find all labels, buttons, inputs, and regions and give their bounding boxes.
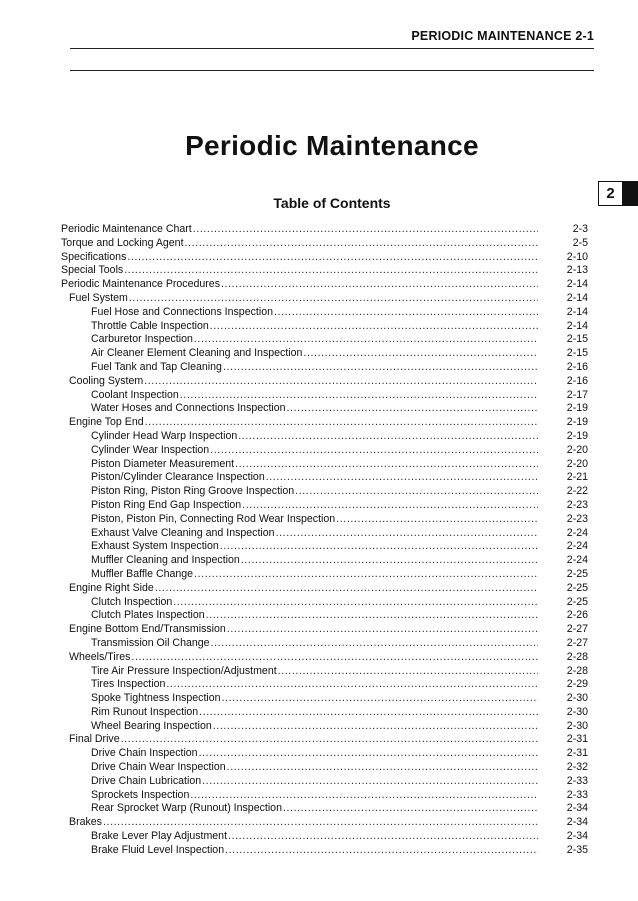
dot-leader [173, 596, 538, 610]
toc-entry-page: 2-14 [566, 305, 588, 318]
toc-entry[interactable] [61, 554, 588, 568]
dot-leader [129, 292, 538, 306]
table-of-contents [61, 223, 588, 858]
toc-entry[interactable] [61, 458, 588, 472]
toc-entry-page: 2-34 [566, 802, 588, 815]
toc-entry-label: Piston Ring, Piston Ring Groove Inspection [91, 485, 295, 498]
toc-entry-page: 2-15 [566, 347, 588, 360]
toc-entry[interactable] [61, 720, 588, 734]
dot-leader [166, 678, 538, 692]
toc-entry[interactable] [61, 333, 588, 347]
dot-leader [145, 416, 538, 430]
toc-entry-label: Tire Air Pressure Inspection/Adjustment [91, 664, 277, 677]
toc-entry-page: 2-35 [566, 843, 588, 856]
toc-entry-page: 2-33 [566, 788, 588, 801]
dot-leader [278, 665, 538, 679]
toc-entry[interactable] [61, 733, 588, 747]
toc-entry-page: 2-14 [566, 291, 588, 304]
toc-entry-page: 2-31 [566, 747, 588, 760]
toc-entry-label: Water Hoses and Connections Inspection [91, 402, 286, 415]
toc-entry[interactable] [61, 596, 588, 610]
toc-entry-page: 2-5 [572, 236, 588, 249]
toc-entry[interactable] [61, 706, 588, 720]
toc-entry[interactable] [61, 527, 588, 541]
toc-entry-page: 2-15 [566, 333, 588, 346]
toc-heading: Table of Contents [273, 195, 391, 211]
toc-entry[interactable] [61, 444, 588, 458]
dot-leader [210, 444, 538, 458]
toc-entry-page: 2-20 [566, 457, 588, 470]
dot-leader [190, 789, 538, 803]
toc-entry-page: 2-20 [566, 443, 588, 456]
toc-entry-page: 2-24 [566, 526, 588, 539]
toc-entry[interactable] [61, 513, 588, 527]
toc-entry-label: Exhaust System Inspection [91, 540, 219, 553]
toc-entry-label: Wheels/Tires [69, 650, 131, 663]
toc-entry-label: Brakes [69, 816, 102, 829]
dot-leader [199, 747, 538, 761]
toc-entry[interactable] [61, 692, 588, 706]
dot-leader [238, 430, 538, 444]
toc-entry-page: 2-25 [566, 595, 588, 608]
header-rule-bottom [70, 70, 594, 71]
toc-entry[interactable] [61, 499, 588, 513]
toc-entry[interactable] [61, 582, 588, 596]
toc-entry-page: 2-13 [566, 264, 588, 277]
toc-entry[interactable] [61, 471, 588, 485]
toc-entry[interactable] [61, 665, 588, 679]
toc-entry-label: Engine Top End [69, 416, 144, 429]
toc-entry[interactable] [61, 347, 588, 361]
dot-leader [194, 333, 538, 347]
toc-entry-label: Periodic Maintenance Procedures [61, 278, 220, 291]
toc-entry-page: 2-19 [566, 429, 588, 442]
toc-entry-label: Piston Ring End Gap Inspection [91, 498, 242, 511]
toc-entry-page: 2-23 [566, 498, 588, 511]
toc-entry-label: Coolant Inspection [91, 388, 179, 401]
toc-entry-label: Brake Fluid Level Inspection [91, 843, 225, 856]
toc-entry-label: Fuel Tank and Tap Cleaning [91, 360, 222, 373]
toc-entry-page: 2-34 [566, 830, 588, 843]
dot-leader [223, 361, 538, 375]
toc-entry-page: 2-31 [566, 733, 588, 746]
toc-entry-label: Throttle Cable Inspection [91, 319, 209, 332]
toc-entry-page: 2-24 [566, 554, 588, 567]
toc-entry-label: Piston/Cylinder Clearance Inspection [91, 471, 265, 484]
dot-leader [124, 264, 538, 278]
dot-leader [227, 623, 538, 637]
toc-entry-label: Muffler Baffle Change [91, 567, 194, 580]
toc-entry-page: 2-16 [566, 374, 588, 387]
toc-entry-page: 2-19 [566, 416, 588, 429]
dot-leader [180, 389, 538, 403]
toc-entry[interactable] [61, 485, 588, 499]
toc-entry-page: 2-10 [566, 250, 588, 263]
toc-entry-page: 2-22 [566, 485, 588, 498]
toc-entry-label: Cooling System [69, 374, 144, 387]
dot-leader [194, 568, 538, 582]
toc-entry[interactable] [61, 402, 588, 416]
dot-leader [266, 471, 538, 485]
toc-entry[interactable] [61, 237, 588, 251]
dot-leader [121, 733, 538, 747]
toc-entry[interactable] [61, 830, 588, 844]
toc-entry[interactable] [61, 320, 588, 334]
dot-leader [144, 375, 538, 389]
toc-entry-label: Spoke Tightness Inspection [91, 692, 221, 705]
toc-entry-label: Specifications [61, 250, 127, 263]
toc-entry[interactable] [61, 761, 588, 775]
toc-entry-label: Drive Chain Lubrication [91, 774, 202, 787]
toc-entry-label: Periodic Maintenance Chart [61, 223, 192, 235]
toc-entry[interactable] [61, 678, 588, 692]
toc-entry-page: 2-21 [566, 471, 588, 484]
toc-entry-label: Final Drive [69, 733, 120, 746]
toc-entry-page: 2-33 [566, 774, 588, 787]
dot-leader [210, 320, 538, 334]
toc-entry-label: Muffler Cleaning and Inspection [91, 554, 240, 567]
toc-entry-page: 2-26 [566, 609, 588, 622]
toc-entry-label: Brake Lever Play Adjustment [91, 830, 228, 843]
toc-entry[interactable] [61, 251, 588, 265]
toc-entry[interactable] [61, 292, 588, 306]
toc-entry-label: Air Cleaner Element Cleaning and Inspection [91, 347, 303, 360]
dot-leader [199, 706, 538, 720]
dot-leader [221, 278, 538, 292]
dot-leader [220, 540, 538, 554]
toc-entry[interactable] [61, 416, 588, 430]
toc-entry-page: 2-3 [572, 223, 588, 235]
toc-entry-label: Cylinder Head Warp Inspection [91, 429, 238, 442]
toc-entry-label: Piston, Piston Pin, Connecting Rod Wear Inspection [91, 512, 336, 525]
dot-leader [242, 499, 538, 513]
toc-entry-label: Wheel Bearing Inspection [91, 719, 212, 732]
toc-entry-page: 2-14 [566, 319, 588, 332]
toc-entry-page: 2-14 [566, 278, 588, 291]
toc-entry-page: 2-28 [566, 650, 588, 663]
toc-entry[interactable] [61, 430, 588, 444]
dot-leader [193, 223, 538, 237]
dot-leader [202, 775, 538, 789]
toc-entry[interactable] [61, 844, 588, 858]
dot-leader [155, 582, 538, 596]
toc-entry[interactable] [61, 609, 588, 623]
dot-leader [274, 306, 538, 320]
toc-entry-page: 2-27 [566, 636, 588, 649]
dot-leader [287, 402, 538, 416]
dot-leader [303, 347, 538, 361]
toc-entry-page: 2-27 [566, 623, 588, 636]
dot-leader [185, 237, 538, 251]
toc-entry-label: Engine Bottom End/Transmission [69, 623, 226, 636]
toc-entry-page: 2-28 [566, 664, 588, 677]
toc-entry-label: Piston Diameter Measurement [91, 457, 235, 470]
toc-entry-page: 2-19 [566, 402, 588, 415]
toc-entry[interactable] [61, 637, 588, 651]
toc-entry-label: Drive Chain Wear Inspection [91, 761, 226, 774]
dot-leader [336, 513, 538, 527]
toc-entry-label: Clutch Plates Inspection [91, 609, 205, 622]
toc-entry-label: Torque and Locking Agent [61, 236, 184, 249]
dot-leader [228, 830, 538, 844]
dot-leader [283, 802, 538, 816]
toc-entry-page: 2-25 [566, 581, 588, 594]
toc-entry[interactable] [61, 361, 588, 375]
toc-entry-label: Sprockets Inspection [91, 788, 190, 801]
toc-entry-page: 2-29 [566, 678, 588, 691]
toc-entry[interactable] [61, 306, 588, 320]
toc-entry-label: Fuel System [69, 291, 128, 304]
dot-leader [241, 554, 538, 568]
running-header: PERIODIC MAINTENANCE 2-1 [411, 29, 594, 43]
dot-leader [227, 761, 538, 775]
toc-entry[interactable] [61, 651, 588, 665]
toc-entry-label: Exhaust Valve Cleaning and Inspection [91, 526, 275, 539]
toc-entry-page: 2-30 [566, 692, 588, 705]
dot-leader [235, 458, 538, 472]
toc-entry[interactable] [61, 816, 588, 830]
toc-entry-label: Cylinder Wear Inspection [91, 443, 210, 456]
toc-entry[interactable] [61, 278, 588, 292]
dot-leader [295, 485, 538, 499]
toc-entry-page: 2-34 [566, 816, 588, 829]
toc-entry-label: Rim Runout Inspection [91, 705, 199, 718]
chapter-tab-number: 2 [598, 181, 623, 206]
toc-entry[interactable] [61, 747, 588, 761]
dot-leader [103, 816, 538, 830]
dot-leader [206, 609, 538, 623]
toc-entry[interactable] [61, 775, 588, 789]
dot-leader [276, 527, 538, 541]
toc-entry-page: 2-30 [566, 705, 588, 718]
toc-entry[interactable] [61, 389, 588, 403]
toc-entry[interactable] [61, 375, 588, 389]
toc-entry-label: Engine Right Side [69, 581, 154, 594]
toc-entry-page: 2-25 [566, 567, 588, 580]
page-title: Periodic Maintenance [185, 130, 479, 161]
toc-entry[interactable] [61, 264, 588, 278]
toc-entry[interactable] [61, 789, 588, 803]
dot-leader [211, 637, 538, 651]
toc-entry[interactable] [61, 802, 588, 816]
chapter-tab [598, 181, 638, 206]
toc-entry[interactable] [61, 568, 588, 582]
toc-entry-page: 2-23 [566, 512, 588, 525]
dot-leader [131, 651, 538, 665]
toc-entry[interactable] [61, 623, 588, 637]
toc-entry-label: Drive Chain Inspection [91, 747, 198, 760]
toc-entry-label: Rear Sprocket Warp (Runout) Inspection [91, 802, 282, 815]
dot-leader [225, 844, 538, 858]
dot-leader [213, 720, 538, 734]
dot-leader [127, 251, 538, 265]
toc-entry-page: 2-17 [566, 388, 588, 401]
toc-entry[interactable] [61, 540, 588, 554]
toc-entry[interactable] [61, 223, 588, 237]
toc-entry-page: 2-30 [566, 719, 588, 732]
toc-entry-label: Fuel Hose and Connections Inspection [91, 305, 273, 318]
toc-entry-label: Special Tools [61, 264, 124, 277]
toc-entry-label: Transmission Oil Change [91, 636, 210, 649]
toc-entry-page: 2-32 [566, 761, 588, 774]
dot-leader [222, 692, 538, 706]
toc-entry-label: Clutch Inspection [91, 595, 173, 608]
toc-entry-page: 2-24 [566, 540, 588, 553]
toc-entry-label: Carburetor Inspection [91, 333, 193, 346]
header-rule-top [70, 48, 594, 49]
toc-entry-label: Tires Inspection [91, 678, 166, 691]
toc-entry-page: 2-16 [566, 360, 588, 373]
